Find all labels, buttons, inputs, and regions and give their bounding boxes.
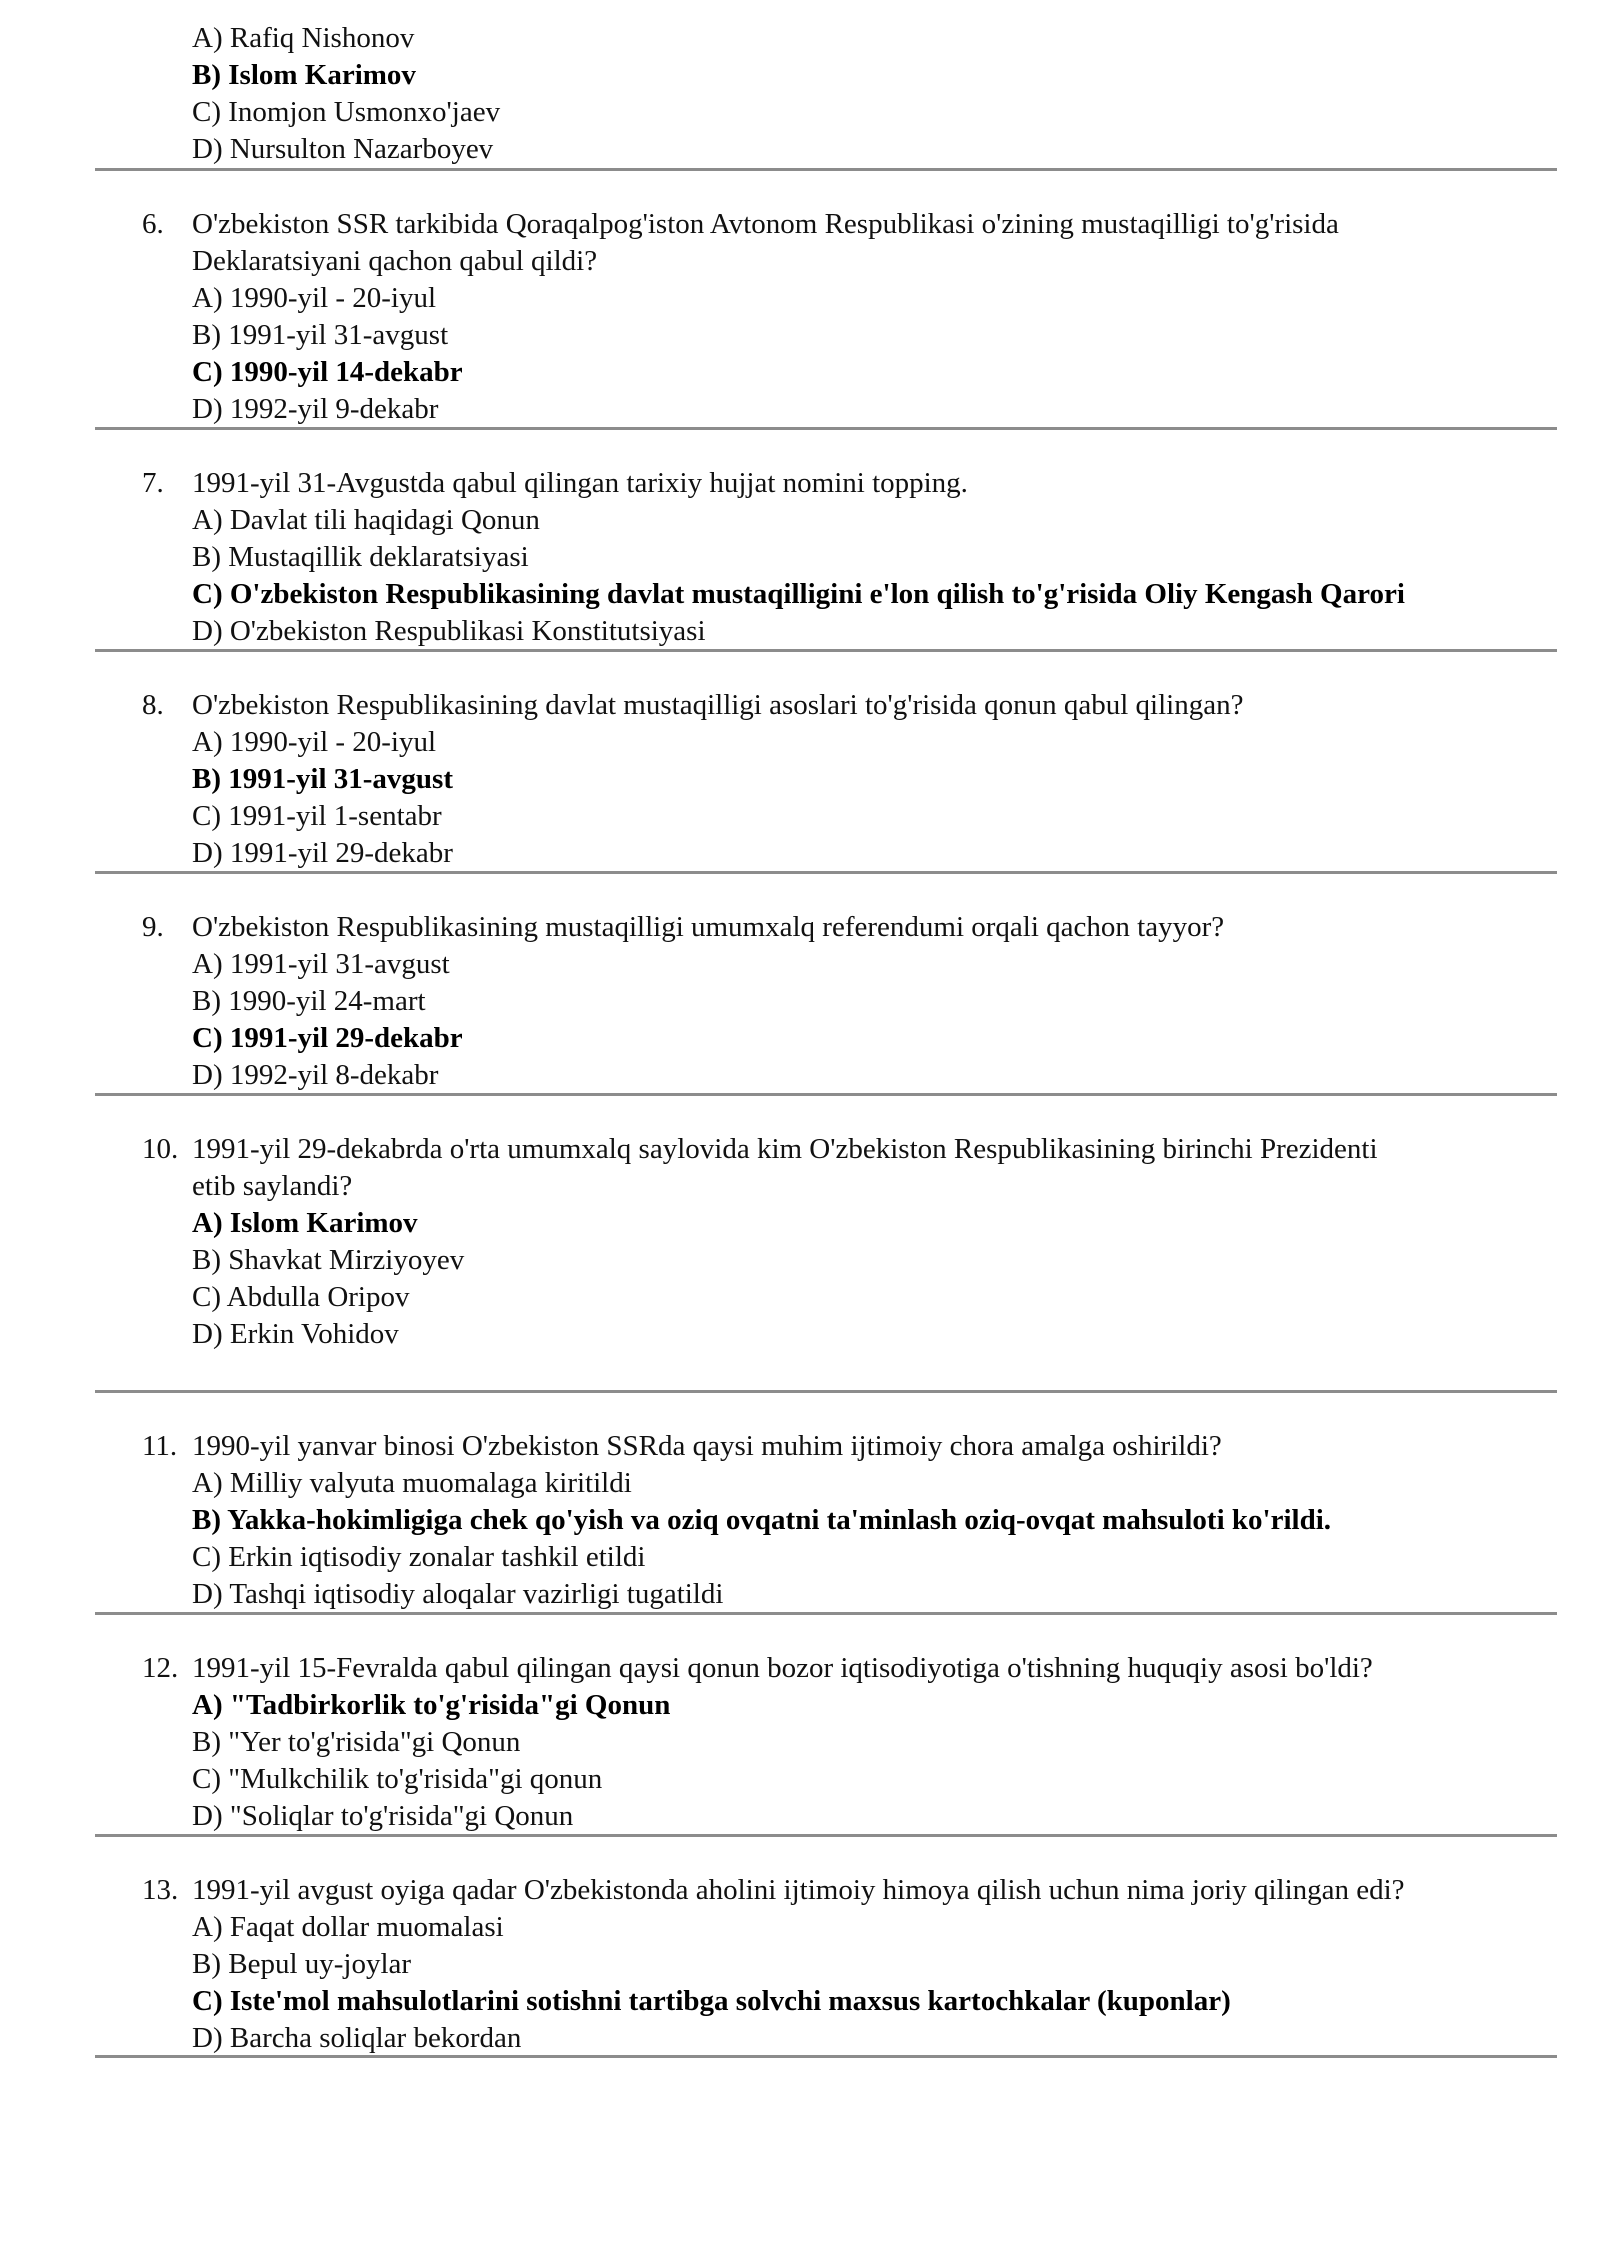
- question-number: 13.: [142, 1874, 179, 1906]
- option: A) 1991-yil 31-avgust: [192, 948, 450, 980]
- option: B) 1991-yil 31-avgust: [192, 319, 449, 351]
- option: D) 1992-yil 8-dekabr: [192, 1059, 439, 1091]
- separator-line: [95, 649, 1557, 652]
- question-number: 9.: [142, 911, 164, 943]
- option: B) Bepul uy-joylar: [192, 1948, 412, 1980]
- separator-line: [95, 427, 1557, 430]
- option-correct: C) 1990-yil 14-dekabr: [192, 356, 463, 388]
- option: D) Barcha soliqlar bekordan: [192, 2022, 522, 2054]
- question-text: Deklaratsiyani qachon qabul qildi?: [192, 245, 598, 277]
- option: D) 1992-yil 9-dekabr: [192, 393, 439, 425]
- question-number: 12.: [142, 1652, 179, 1684]
- option: D) 1991-yil 29-dekabr: [192, 837, 453, 869]
- option: B) Shavkat Mirziyoyev: [192, 1244, 465, 1276]
- question-number: 7.: [142, 467, 164, 499]
- option: A) 1990-yil - 20-iyul: [192, 726, 437, 758]
- option-correct: A) Islom Karimov: [192, 1207, 418, 1239]
- question-text: O'zbekiston Respublikasining mustaqilligi umumxalq referendumi orqali qachon tayyor?: [192, 911, 1225, 943]
- question-text: 1990-yil yanvar binosi O'zbekiston SSRda qaysi muhim ijtimoiy chora amalga oshirildi?: [192, 1430, 1222, 1462]
- option: C) 1991-yil 1-sentabr: [192, 800, 442, 832]
- separator-line: [95, 168, 1557, 171]
- option-correct: C) Iste'mol mahsulotlarini sotishni tartibga solvchi maxsus kartochkalar (kuponlar): [192, 1985, 1231, 2017]
- option-correct: B) Islom Karimov: [192, 59, 416, 91]
- question-number: 10.: [142, 1133, 179, 1165]
- option: B) Mustaqillik deklaratsiyasi: [192, 541, 529, 573]
- separator-line: [95, 871, 1557, 874]
- option-correct: B) Yakka-hokimligiga chek qo'yish va oziq ovqatni ta'minlash oziq-ovqat mahsuloti ko'rildi.: [192, 1504, 1332, 1536]
- option: C) Inomjon Usmonxo'jaev: [192, 96, 501, 128]
- option: C) Abdulla Oripov: [192, 1281, 410, 1313]
- option: B) "Yer to'g'risida"gi Qonun: [192, 1726, 521, 1758]
- option: A) Milliy valyuta muomalaga kiritildi: [192, 1467, 632, 1499]
- option: D) Erkin Vohidov: [192, 1318, 399, 1350]
- question-text: 1991-yil 29-dekabrda o'rta umumxalq saylovida kim O'zbekiston Respublikasining birinchi Prezidenti: [192, 1133, 1378, 1165]
- option: B) 1990-yil 24-mart: [192, 985, 426, 1017]
- separator-line: [95, 1834, 1557, 1837]
- question-text: O'zbekiston Respublikasining davlat mustaqilligi asoslari to'g'risida qonun qabul qilingan?: [192, 689, 1244, 721]
- option: A) Rafiq Nishonov: [192, 22, 415, 54]
- option: C) Erkin iqtisodiy zonalar tashkil etildi: [192, 1541, 646, 1573]
- question-text: 1991-yil 31-Avgustda qabul qilingan tarixiy hujjat nomini topping.: [192, 467, 968, 499]
- option: D) Nursulton Nazarboyev: [192, 133, 494, 165]
- option-correct: B) 1991-yil 31-avgust: [192, 763, 453, 795]
- question-text: 1991-yil 15-Fevralda qabul qilingan qaysi qonun bozor iqtisodiyotiga o'tishning huquqiy asosi bo'ldi?: [192, 1652, 1373, 1684]
- option-correct: C) O'zbekiston Respublikasining davlat mustaqilligini e'lon qilish to'g'risida Oliy Kengash Qarori: [192, 578, 1405, 610]
- question-number: 11.: [142, 1430, 178, 1462]
- option: C) "Mulkchilik to'g'risida"gi qonun: [192, 1763, 603, 1795]
- separator-line: [95, 1093, 1557, 1096]
- option: D) O'zbekiston Respublikasi Konstitutsiyasi: [192, 615, 706, 647]
- separator-line: [95, 1390, 1557, 1393]
- separator-line: [95, 2055, 1557, 2058]
- option: A) Faqat dollar muomalasi: [192, 1911, 504, 1943]
- option: D) Tashqi iqtisodiy aloqalar vazirligi tugatildi: [192, 1578, 724, 1610]
- option: D) "Soliqlar to'g'risida"gi Qonun: [192, 1800, 574, 1832]
- option: A) 1990-yil - 20-iyul: [192, 282, 437, 314]
- question-text: etib saylandi?: [192, 1170, 353, 1202]
- separator-line: [95, 1612, 1557, 1615]
- question-text: O'zbekiston SSR tarkibida Qoraqalpog'iston Avtonom Respublikasi o'zining mustaqilligi to'g'risida: [192, 208, 1339, 240]
- question-text: 1991-yil avgust oyiga qadar O'zbekistonda aholini ijtimoiy himoya qilish uchun nima joriy qilingan edi?: [192, 1874, 1405, 1906]
- question-number: 6.: [142, 208, 164, 240]
- option-correct: A) "Tadbirkorlik to'g'risida"gi Qonun: [192, 1689, 671, 1721]
- option-correct: C) 1991-yil 29-dekabr: [192, 1022, 463, 1054]
- question-number: 8.: [142, 689, 164, 721]
- option: A) Davlat tili haqidagi Qonun: [192, 504, 540, 536]
